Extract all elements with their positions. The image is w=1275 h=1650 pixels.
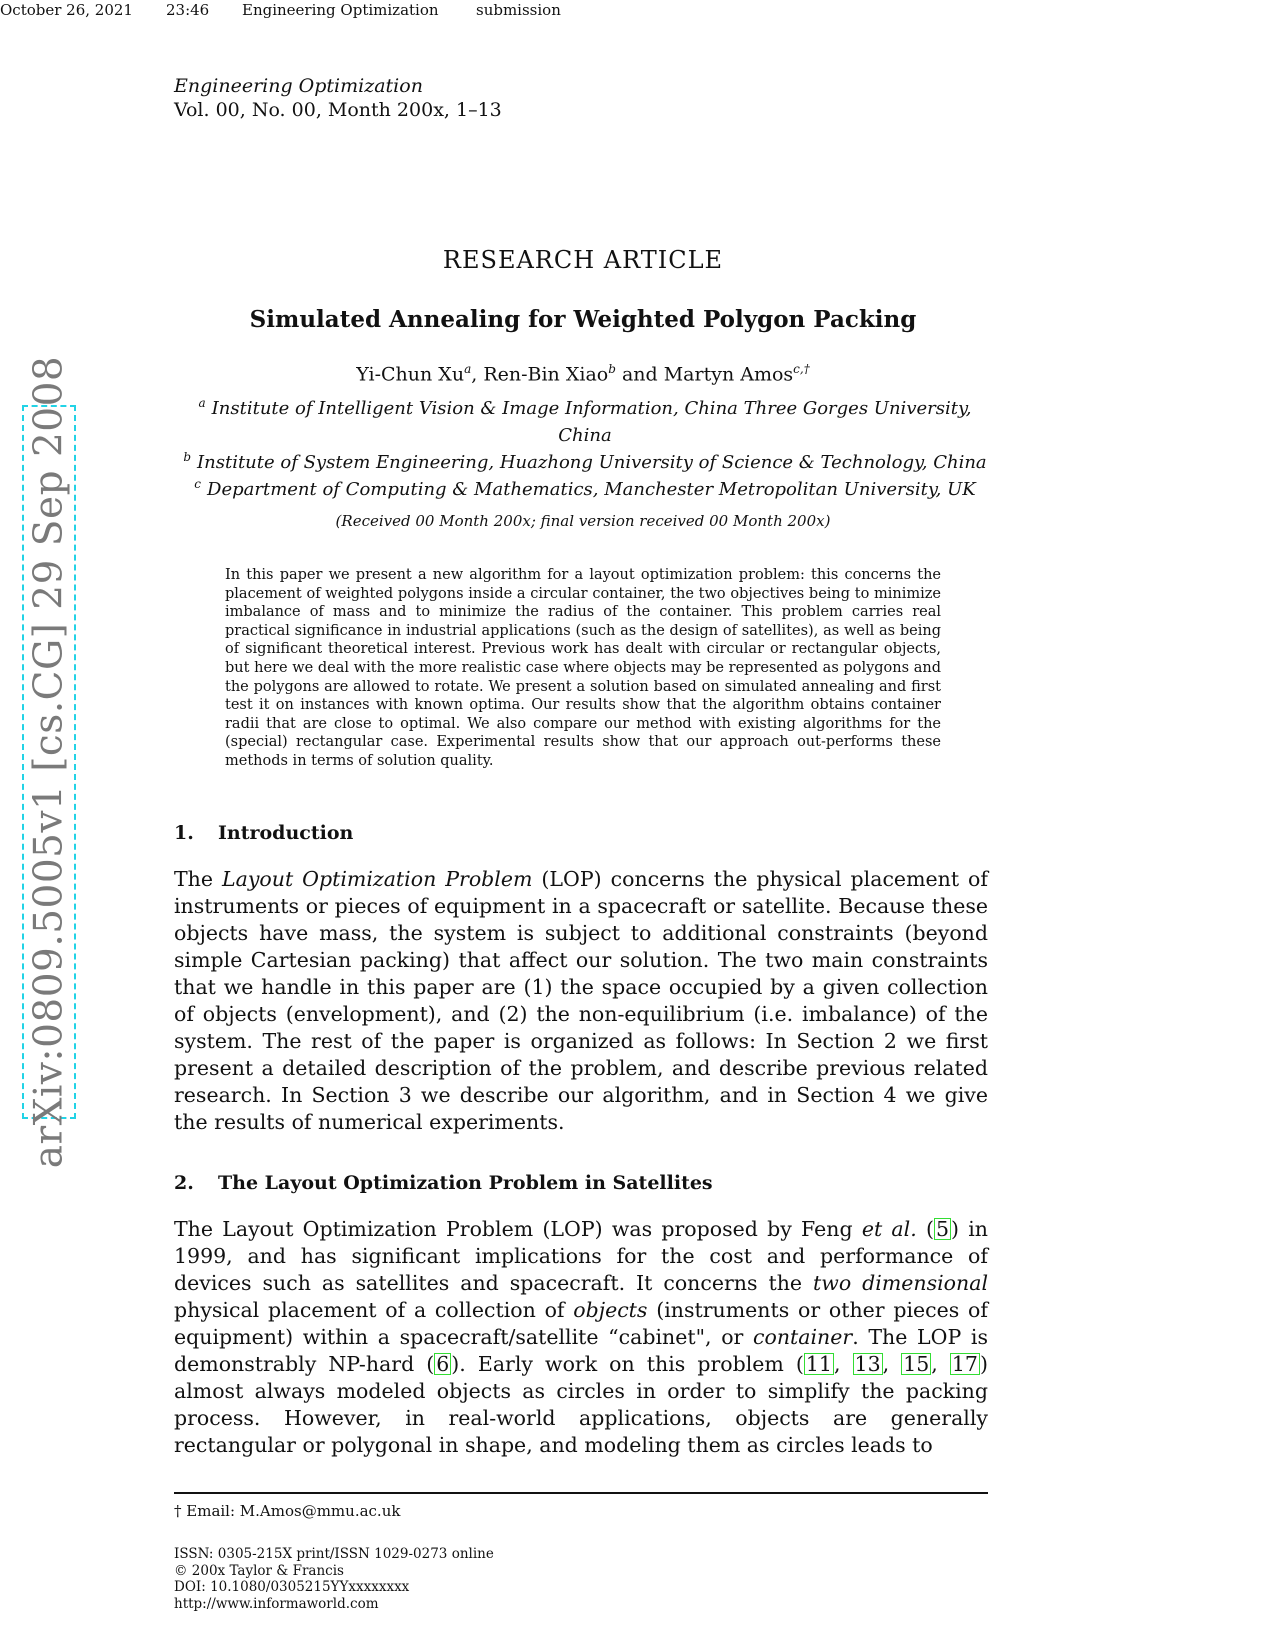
affiliation-mark: c [194, 477, 202, 491]
affiliation-text: Institute of System Engineering, Huazhong University of Science & Technology, China [197, 452, 987, 473]
text: The [174, 867, 222, 891]
affiliation-mark: a [198, 396, 206, 410]
section-heading [174, 822, 353, 844]
text: ) almost always modeled objects as circles in order to simplify the packing process. However, in real-world applications, objects are generally rectangular or polygonal in shape, and modeling them as circles leads to [174, 1352, 988, 1457]
journal-volume: Vol. 00, No. 00, Month 200x, 1–13 [174, 99, 502, 121]
emphasis: et al. [861, 1217, 917, 1241]
footnote: † Email: M.Amos@mmu.ac.uk [174, 1502, 401, 1520]
section-number: 2. [174, 1172, 194, 1194]
author-name: Ren-Bin Xiao [483, 363, 609, 386]
emphasis: objects [573, 1298, 648, 1322]
footnote-rule [174, 1492, 988, 1494]
article-type: RESEARCH ARTICLE [442, 246, 724, 274]
citation-separator: , [833, 1352, 853, 1376]
received-dates: (Received 00 Month 200x; final version received 00 Month 200x) [335, 512, 831, 530]
header-date: October 26, 2021 [0, 1, 133, 19]
body-paragraph [174, 1216, 988, 1459]
author-mark: a [464, 362, 472, 376]
arxiv-stamp-link[interactable] [22, 355, 76, 1169]
abstract: In this paper we present a new algorithm for a layout optimization problem: this concerns the placement of weighted polygons inside a circular container, the two objectives being to minimize imbalance of mass and to minimize the radius of the container. This problem carries real practical significance in industrial applications (such as the design of satellites), as well as being of significant theoretical interest. Previous work has dealt with circular or rectangular objects, but here we deal with the more realistic case where objects may be represented as polygons and the polygons are allowed to rotate. We present a solution based on simulated annealing and first test it on instances with known optima. Our results show that the algorithm obtains container radii that are close to optimal. We also compare our method with existing algorithms for the (special) rectangular case. Experimental results show that our approach out-performs these methods in terms of solution quality. [225, 567, 941, 769]
affiliation-mark: b [183, 450, 192, 464]
journal-name: Engineering Optimization [174, 75, 423, 97]
citation-link[interactable]: 15 [903, 1352, 930, 1376]
issn-line: ISSN: 0305-215X print/ISSN 1029-0273 online [174, 1546, 494, 1562]
author-separator: , [471, 363, 484, 386]
arxiv-stamp: arXiv:0809.5005v1 [cs.CG] 29 Sep 2008 [26, 355, 72, 1169]
affiliation-text: Department of Computing & Mathematics, Manchester Metropolitan University, UK [207, 479, 976, 500]
text: (instruments or other pieces of equipment) within a spacecraft/satellite “cabinet", or [174, 1298, 988, 1349]
text: physical placement of a collection of [174, 1298, 574, 1322]
section-number: 1. [174, 822, 194, 844]
author-mark: c,† [793, 362, 810, 376]
citation-link[interactable]: 13 [854, 1352, 881, 1376]
copyright-line: © 200x Taylor & Francis [174, 1562, 344, 1579]
journal-info [174, 74, 502, 122]
affiliation [175, 471, 995, 503]
author-name: Martyn Amos [663, 363, 794, 386]
header-time: 23:46 [166, 1, 210, 19]
citation-link[interactable]: 6 [436, 1352, 450, 1376]
citation-link[interactable]: 17 [951, 1352, 978, 1376]
citation-link[interactable]: 5 [935, 1217, 950, 1241]
publication-info [174, 1546, 494, 1612]
citation-link[interactable]: 11 [805, 1352, 832, 1376]
emphasis: container [753, 1325, 853, 1349]
section-title: The Layout Optimization Problem in Satellites [218, 1172, 713, 1194]
text: The Layout Optimization Problem (LOP) was proposed by Feng [174, 1217, 862, 1241]
website-link[interactable]: http://www.informaworld.com [174, 1595, 379, 1612]
text: ) in 1999, and has significant implications for the cost and performance of devices such as satellites and spacecraft. It concerns the [174, 1217, 989, 1295]
section-heading [174, 1172, 713, 1194]
author-separator: and [615, 363, 664, 386]
emphasis: two dimensional [813, 1271, 988, 1295]
emphasis: Layout Optimization Problem [222, 867, 533, 891]
header-status: submission [476, 1, 561, 19]
body-paragraph [174, 866, 988, 1136]
text: . The LOP is demonstrably NP-hard ( [174, 1325, 988, 1376]
text: (LOP) concerns the physical placement of instruments or pieces of equipment in a spacecraft or satellite. Because these objects have mass, the system is subject to additional constraints (beyond simple Cartesian packing) that affect our solution. The two main constraints that we handle in this paper are (1) the space occupied by a given collection of objects (envelopment), and (2) the non-equilibrium (i.e. imbalance) of the system. The rest of the paper is organized as follows: In Section 2 we first present a detailed description of the problem, and describe previous related research. In Section 3 we describe our algorithm, and in Section 4 we give the results of numerical experiments. [174, 867, 988, 1134]
author-name: Yi-Chun Xu [356, 363, 465, 386]
paper-title: Simulated Annealing for Weighted Polygon Packing [249, 306, 917, 333]
text: ). Early work on this problem ( [451, 1352, 804, 1376]
affiliation [175, 390, 995, 449]
author-mark: b [608, 362, 616, 376]
section-title: Introduction [218, 822, 354, 844]
citation-separator: , [882, 1352, 902, 1376]
text: ( [916, 1217, 934, 1241]
header-journal: Engineering Optimization [242, 1, 439, 19]
citation-separator: , [931, 1352, 950, 1376]
author-list [160, 362, 1006, 385]
doi-line: DOI: 10.1080/0305215YYxxxxxxxx [174, 1579, 410, 1595]
affiliation-text: Institute of Intelligent Vision & Image Information, China Three Gorges University, China [211, 398, 972, 446]
